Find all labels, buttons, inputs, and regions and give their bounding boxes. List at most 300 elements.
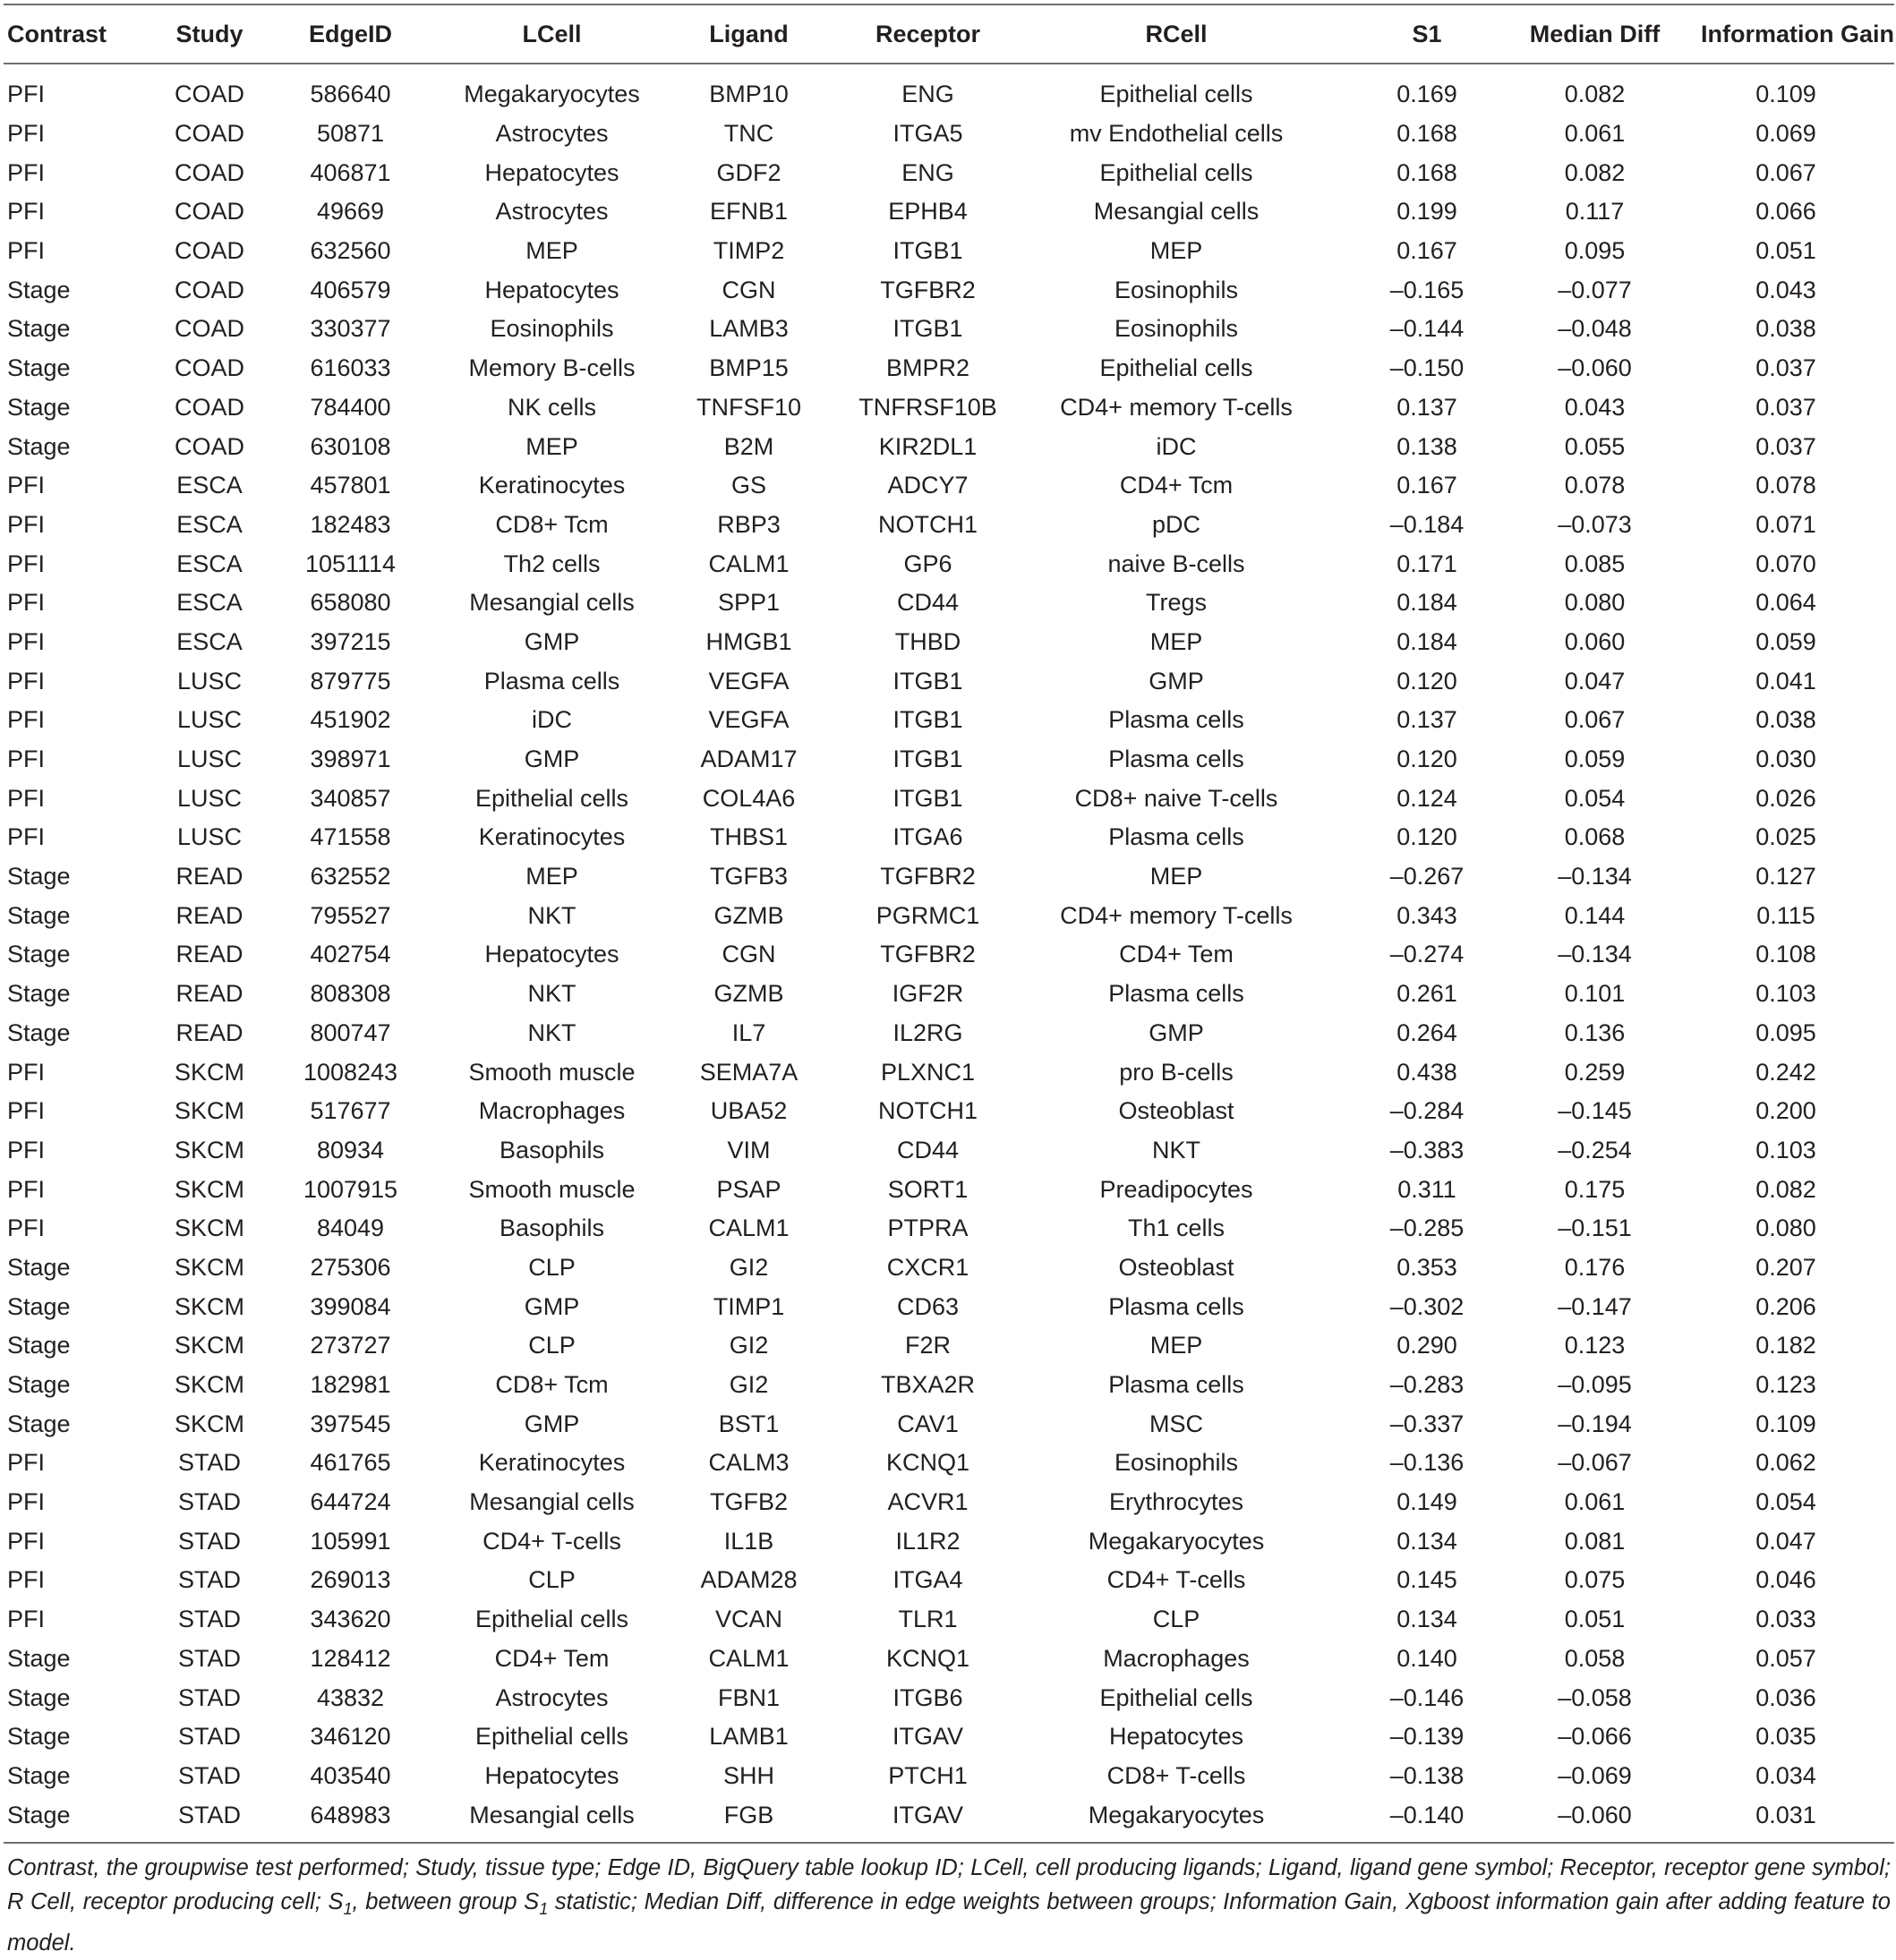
- cell-study: LUSC: [176, 746, 243, 773]
- cell-information-gain: 0.080: [1755, 1214, 1816, 1242]
- table-row: [4, 661, 1894, 701]
- cell-study: STAD: [177, 1566, 241, 1594]
- table-row: [4, 1600, 1894, 1640]
- cell-median-diff: –0.194: [1558, 1410, 1632, 1437]
- cell-s1: 0.199: [1396, 198, 1457, 226]
- cell-edgeid: 346120: [310, 1723, 391, 1751]
- cell-study: ESCA: [176, 589, 243, 617]
- cell-information-gain: 0.103: [1755, 1136, 1816, 1163]
- cell-lcell: CD4+ T-cells: [483, 1527, 621, 1555]
- cell-lcell: Smooth muscle: [468, 1175, 636, 1203]
- cell-contrast: Stage: [7, 941, 71, 968]
- cell-information-gain: 0.057: [1755, 1644, 1816, 1672]
- cell-ligand: GZMB: [713, 980, 784, 1008]
- cell-information-gain: 0.207: [1755, 1253, 1816, 1281]
- cell-information-gain: 0.095: [1755, 1018, 1816, 1046]
- cell-s1: –0.144: [1389, 315, 1465, 343]
- cell-lcell: NKT: [527, 980, 576, 1008]
- table-row: [4, 1640, 1894, 1679]
- cell-lcell: MEP: [525, 432, 578, 460]
- cell-study: STAD: [177, 1644, 241, 1672]
- cell-lcell: iDC: [532, 706, 572, 734]
- column-header-edgeid: EdgeID: [268, 4, 433, 64]
- cell-lcell: Epithelial cells: [474, 1606, 629, 1633]
- cell-edgeid: 586640: [310, 81, 391, 108]
- cell-rcell: Eosinophils: [1114, 315, 1239, 343]
- cell-rcell: Erythrocytes: [1108, 1488, 1244, 1516]
- cell-s1: 0.145: [1396, 1566, 1457, 1594]
- cell-lcell: Astrocytes: [495, 198, 609, 226]
- cell-rcell: Epithelial cells: [1099, 1683, 1253, 1711]
- cell-s1: 0.124: [1396, 784, 1457, 812]
- cell-lcell: GMP: [524, 1410, 580, 1437]
- cell-ligand: COL4A6: [702, 784, 796, 812]
- cell-s1: 0.149: [1396, 1488, 1457, 1516]
- cell-receptor: NOTCH1: [877, 510, 978, 538]
- cell-information-gain: 0.123: [1755, 1371, 1816, 1399]
- cell-information-gain: 0.070: [1755, 550, 1816, 577]
- cell-receptor: ITGB6: [892, 1683, 963, 1711]
- cell-edgeid: 269013: [310, 1566, 391, 1594]
- cell-information-gain: 0.026: [1755, 784, 1816, 812]
- cell-contrast: Stage: [7, 863, 71, 891]
- table-row: [4, 779, 1894, 818]
- cell-lcell: Hepatocytes: [484, 158, 619, 186]
- cell-receptor: ACVR1: [887, 1488, 969, 1516]
- cell-edgeid: 340857: [310, 784, 391, 812]
- table-row: [4, 153, 1894, 192]
- cell-edgeid: 406871: [310, 158, 391, 186]
- cell-information-gain: 0.200: [1755, 1097, 1816, 1125]
- cell-rcell: Megakaryocytes: [1088, 1527, 1265, 1555]
- cell-ligand: CALM1: [708, 550, 790, 577]
- cell-median-diff: 0.054: [1564, 784, 1626, 812]
- cell-information-gain: 0.037: [1755, 393, 1816, 421]
- cell-edgeid: 128412: [310, 1644, 391, 1672]
- footnote-text-1: Contrast, the groupwise test performed; Study, tissue type; Edge ID, BigQuery table lookup ID; LCell, cell producing ligands; Ligand, ligand gene symbol; Receptor, receptor gene symbol; R Cell, receptor producing cell; S: [7, 1854, 1891, 1914]
- cell-s1: 0.120: [1396, 746, 1457, 773]
- cell-study: SKCM: [174, 1058, 244, 1086]
- cell-receptor: EPHB4: [888, 198, 968, 226]
- cell-rcell: Epithelial cells: [1099, 158, 1253, 186]
- cell-receptor: TBXA2R: [880, 1371, 976, 1399]
- cell-contrast: Stage: [7, 1723, 71, 1751]
- cell-median-diff: 0.081: [1564, 1527, 1626, 1555]
- cell-ligand: BST1: [718, 1410, 780, 1437]
- cell-ligand: TIMP1: [713, 1292, 785, 1320]
- table-row: [4, 64, 1894, 115]
- cell-information-gain: 0.059: [1755, 627, 1816, 655]
- cell-median-diff: 0.059: [1564, 746, 1626, 773]
- cell-rcell: MEP: [1149, 1332, 1203, 1359]
- table-row: [4, 1444, 1894, 1483]
- cell-information-gain: 0.108: [1755, 941, 1816, 968]
- cell-contrast: PFI: [7, 158, 46, 186]
- cell-contrast: Stage: [7, 1371, 71, 1399]
- cell-study: COAD: [174, 315, 244, 343]
- cell-study: COAD: [174, 354, 244, 382]
- cell-s1: 0.167: [1396, 472, 1457, 499]
- cell-median-diff: 0.085: [1564, 550, 1626, 577]
- cell-contrast: PFI: [7, 823, 46, 851]
- cell-lcell: Mesangial cells: [469, 1488, 635, 1516]
- cell-contrast: PFI: [7, 706, 46, 734]
- cell-receptor: ITGAV: [892, 1723, 963, 1751]
- cell-information-gain: 0.069: [1755, 120, 1816, 148]
- cell-ligand: TGFB2: [709, 1488, 788, 1516]
- cell-rcell: mv Endothelial cells: [1069, 120, 1284, 148]
- cell-ligand: IL7: [731, 1018, 766, 1046]
- cell-ligand: IL1B: [723, 1527, 774, 1555]
- cell-rcell: MEP: [1149, 237, 1203, 265]
- column-header-rcell: RCell: [1029, 4, 1324, 64]
- cell-s1: 0.120: [1396, 823, 1457, 851]
- cell-information-gain: 0.082: [1755, 1175, 1816, 1203]
- cell-edgeid: 644724: [310, 1488, 391, 1516]
- cell-ligand: TIMP2: [713, 237, 785, 265]
- cell-study: LUSC: [176, 706, 243, 734]
- cell-median-diff: 0.136: [1564, 1018, 1626, 1046]
- cell-edgeid: 784400: [310, 393, 391, 421]
- cell-lcell: GMP: [524, 746, 580, 773]
- cell-contrast: Stage: [7, 1801, 71, 1828]
- cell-lcell: CD4+ Tem: [494, 1644, 610, 1672]
- cell-receptor: SORT1: [887, 1175, 969, 1203]
- cell-rcell: Plasma cells: [1108, 1292, 1244, 1320]
- cell-lcell: GMP: [524, 1292, 580, 1320]
- cell-median-diff: –0.060: [1558, 354, 1632, 382]
- cell-receptor: KCNQ1: [885, 1644, 970, 1672]
- cell-information-gain: 0.035: [1755, 1723, 1816, 1751]
- cell-study: ESCA: [176, 510, 243, 538]
- cell-s1: –0.284: [1389, 1097, 1465, 1125]
- cell-median-diff: –0.095: [1558, 1371, 1632, 1399]
- cell-ligand: BMP10: [709, 81, 789, 108]
- cell-edgeid: 84049: [316, 1214, 385, 1242]
- cell-receptor: ITGB1: [892, 706, 963, 734]
- cell-lcell: Basophils: [499, 1214, 605, 1242]
- cell-ligand: CGN: [722, 276, 776, 303]
- cell-median-diff: 0.080: [1564, 589, 1626, 617]
- cell-s1: –0.138: [1389, 1761, 1465, 1789]
- cell-s1: 0.140: [1396, 1644, 1457, 1672]
- cell-study: STAD: [177, 1527, 241, 1555]
- cell-lcell: CD8+ Tcm: [495, 1371, 609, 1399]
- cell-study: READ: [175, 1018, 243, 1046]
- cell-ligand: SPP1: [717, 589, 781, 617]
- cell-s1: 0.167: [1396, 237, 1457, 265]
- cell-contrast: PFI: [7, 1566, 46, 1594]
- cell-median-diff: –0.145: [1558, 1097, 1632, 1125]
- cell-edgeid: 658080: [310, 589, 391, 617]
- cell-contrast: Stage: [7, 1332, 71, 1359]
- cell-edgeid: 182981: [310, 1371, 391, 1399]
- cell-s1: 0.169: [1396, 81, 1457, 108]
- cell-study: STAD: [177, 1683, 241, 1711]
- cell-rcell: CD4+ T-cells: [1106, 1566, 1246, 1594]
- cell-contrast: Stage: [7, 393, 71, 421]
- cell-contrast: Stage: [7, 1292, 71, 1320]
- column-header-ligand: Ligand: [670, 4, 827, 64]
- cell-ligand: GS: [730, 472, 766, 499]
- cell-edgeid: 273727: [310, 1332, 391, 1359]
- cell-information-gain: 0.067: [1755, 158, 1816, 186]
- cell-study: SKCM: [174, 1332, 244, 1359]
- cell-rcell: GMP: [1149, 1018, 1204, 1046]
- cell-edgeid: 616033: [310, 354, 391, 382]
- table-header: [4, 4, 1894, 64]
- cell-contrast: PFI: [7, 510, 46, 538]
- cell-edgeid: 800747: [310, 1018, 391, 1046]
- cell-ligand: UBA52: [710, 1097, 788, 1125]
- table-row: [4, 1757, 1894, 1796]
- cell-median-diff: 0.060: [1564, 627, 1626, 655]
- table-row: [4, 1678, 1894, 1717]
- cell-receptor: GP6: [903, 550, 952, 577]
- cell-information-gain: 0.038: [1755, 315, 1816, 343]
- cell-s1: –0.184: [1389, 510, 1465, 538]
- cell-edgeid: 398971: [310, 746, 391, 773]
- cell-information-gain: 0.127: [1755, 863, 1816, 891]
- table-row: [4, 1366, 1894, 1405]
- cell-information-gain: 0.109: [1755, 1410, 1816, 1437]
- cell-receptor: TGFBR2: [880, 863, 976, 891]
- cell-lcell: NKT: [527, 901, 576, 929]
- cell-rcell: CD8+ naive T-cells: [1074, 784, 1278, 812]
- cell-rcell: Epithelial cells: [1099, 354, 1253, 382]
- cell-contrast: PFI: [7, 1136, 46, 1163]
- table-row: [4, 232, 1894, 271]
- cell-receptor: ITGB1: [892, 237, 963, 265]
- cell-median-diff: 0.095: [1564, 237, 1626, 265]
- cell-information-gain: 0.066: [1755, 198, 1816, 226]
- cell-lcell: Mesangial cells: [469, 589, 635, 617]
- cell-median-diff: 0.078: [1564, 472, 1626, 499]
- cell-receptor: IL2RG: [892, 1018, 963, 1046]
- cell-rcell: CD4+ Tcm: [1119, 472, 1234, 499]
- cell-edgeid: 471558: [310, 823, 391, 851]
- cell-study: READ: [175, 863, 243, 891]
- cell-rcell: CLP: [1152, 1606, 1200, 1633]
- cell-ligand: THBS1: [709, 823, 789, 851]
- column-header-receptor: Receptor: [827, 4, 1029, 64]
- cell-ligand: SHH: [722, 1761, 774, 1789]
- cell-median-diff: 0.055: [1564, 432, 1626, 460]
- cell-rcell: Epithelial cells: [1099, 81, 1253, 108]
- cell-lcell: CLP: [528, 1253, 576, 1281]
- cell-edgeid: 1051114: [304, 550, 397, 577]
- table-row: [4, 623, 1894, 662]
- cell-ligand: CGN: [722, 941, 776, 968]
- cell-lcell: Megakaryocytes: [464, 81, 640, 108]
- cell-study: SKCM: [174, 1292, 244, 1320]
- cell-study: ESCA: [176, 472, 243, 499]
- table-row: [4, 935, 1894, 975]
- cell-contrast: PFI: [7, 784, 46, 812]
- table-row: [4, 1052, 1894, 1092]
- cell-rcell: MSC: [1149, 1410, 1203, 1437]
- cell-information-gain: 0.025: [1755, 823, 1816, 851]
- footnote-text-2: , between group S: [352, 1888, 540, 1914]
- cell-rcell: MEP: [1149, 627, 1203, 655]
- table-row: [4, 1170, 1894, 1209]
- cell-rcell: CD8+ T-cells: [1106, 1761, 1246, 1789]
- cell-study: READ: [175, 980, 243, 1008]
- cell-median-diff: 0.047: [1564, 667, 1626, 695]
- cell-median-diff: 0.082: [1564, 158, 1626, 186]
- cell-s1: 0.138: [1396, 432, 1457, 460]
- cell-rcell: Osteoblast: [1118, 1097, 1234, 1125]
- cell-study: STAD: [177, 1761, 241, 1789]
- cell-median-diff: –0.066: [1558, 1723, 1632, 1751]
- cell-s1: –0.274: [1389, 941, 1465, 968]
- cell-lcell: Epithelial cells: [474, 784, 629, 812]
- cell-edgeid: 399084: [310, 1292, 391, 1320]
- cell-information-gain: 0.047: [1755, 1527, 1816, 1555]
- cell-rcell: Eosinophils: [1114, 1449, 1239, 1477]
- table-row: [4, 975, 1894, 1014]
- table-row: [4, 1795, 1894, 1843]
- cell-contrast: PFI: [7, 1214, 46, 1242]
- cell-edgeid: 648983: [310, 1801, 391, 1828]
- cell-median-diff: –0.060: [1558, 1801, 1632, 1828]
- cell-information-gain: 0.051: [1755, 237, 1816, 265]
- cell-ligand: BMP15: [709, 354, 789, 382]
- table-row: [4, 466, 1894, 506]
- cell-study: STAD: [177, 1449, 241, 1477]
- cell-ligand: CALM1: [708, 1214, 790, 1242]
- cell-s1: 0.171: [1396, 550, 1457, 577]
- cell-rcell: naive B-cells: [1107, 550, 1245, 577]
- cell-information-gain: 0.103: [1755, 980, 1816, 1008]
- table-row: [4, 818, 1894, 857]
- cell-median-diff: 0.259: [1564, 1058, 1626, 1086]
- table-row: [4, 1287, 1894, 1326]
- cell-receptor: PTPRA: [887, 1214, 969, 1242]
- cell-median-diff: 0.117: [1565, 198, 1625, 226]
- cell-median-diff: –0.069: [1558, 1761, 1632, 1789]
- cell-median-diff: 0.082: [1564, 81, 1626, 108]
- cell-ligand: GI2: [729, 1253, 769, 1281]
- cell-information-gain: 0.062: [1755, 1449, 1816, 1477]
- cell-ligand: CALM3: [708, 1449, 790, 1477]
- cell-median-diff: 0.058: [1564, 1644, 1626, 1672]
- cell-ligand: LAMB3: [709, 315, 789, 343]
- cell-edgeid: 879775: [310, 667, 391, 695]
- cell-receptor: PGRMC1: [875, 901, 980, 929]
- cell-receptor: ITGA5: [892, 120, 963, 148]
- cell-receptor: ENG: [901, 158, 954, 186]
- column-header-contrast: Contrast: [4, 4, 151, 64]
- footnote-text-3: statistic; Median Diff, difference in edge weights between groups; Information Gain, Xgboost information gain after adding feature to model.: [7, 1888, 1891, 1956]
- cell-rcell: CD4+ memory T-cells: [1060, 393, 1293, 421]
- cell-lcell: Mesangial cells: [469, 1801, 635, 1828]
- table-row: [4, 896, 1894, 935]
- cell-contrast: PFI: [7, 1488, 46, 1516]
- cell-edgeid: 80934: [316, 1136, 385, 1163]
- cell-ligand: CALM1: [708, 1644, 790, 1672]
- table-row: [4, 427, 1894, 466]
- table-row: [4, 740, 1894, 780]
- cell-s1: 0.290: [1396, 1332, 1457, 1359]
- cell-edgeid: 461765: [310, 1449, 391, 1477]
- cell-contrast: PFI: [7, 237, 46, 265]
- cell-rcell: pDC: [1151, 510, 1200, 538]
- cell-edgeid: 275306: [310, 1253, 391, 1281]
- cell-edgeid: 517677: [310, 1097, 391, 1125]
- cell-s1: 0.438: [1396, 1058, 1457, 1086]
- cell-lcell: Th2 cells: [503, 550, 601, 577]
- cell-study: SKCM: [174, 1410, 244, 1437]
- cell-edgeid: 182483: [310, 510, 391, 538]
- table-row: [4, 1521, 1894, 1561]
- cell-receptor: TNFRSF10B: [858, 393, 997, 421]
- cell-median-diff: –0.254: [1558, 1136, 1632, 1163]
- cell-edgeid: 795527: [310, 901, 391, 929]
- cell-lcell: Hepatocytes: [484, 941, 619, 968]
- cell-s1: –0.150: [1389, 354, 1465, 382]
- cell-edgeid: 406579: [310, 276, 391, 303]
- cell-s1: –0.140: [1389, 1801, 1465, 1828]
- cell-information-gain: 0.242: [1755, 1058, 1816, 1086]
- cell-contrast: PFI: [7, 1606, 46, 1633]
- cell-ligand: TNC: [723, 120, 774, 148]
- cell-contrast: PFI: [7, 120, 46, 148]
- cell-receptor: ITGB1: [892, 315, 963, 343]
- cell-contrast: PFI: [7, 1058, 46, 1086]
- cell-information-gain: 0.071: [1755, 510, 1816, 538]
- cell-median-diff: –0.151: [1558, 1214, 1632, 1242]
- cell-study: STAD: [177, 1723, 241, 1751]
- cell-median-diff: 0.068: [1564, 823, 1626, 851]
- cell-rcell: Eosinophils: [1114, 276, 1239, 303]
- cell-lcell: Macrophages: [478, 1097, 626, 1125]
- cell-edgeid: 451902: [310, 706, 391, 734]
- cell-contrast: PFI: [7, 627, 46, 655]
- cell-lcell: MEP: [525, 237, 578, 265]
- cell-study: SKCM: [174, 1253, 244, 1281]
- cell-information-gain: 0.038: [1755, 706, 1816, 734]
- cell-receptor: CAV1: [897, 1410, 959, 1437]
- cell-ligand: RBP3: [717, 510, 781, 538]
- cell-information-gain: 0.046: [1755, 1566, 1816, 1594]
- cell-s1: 0.264: [1396, 1018, 1457, 1046]
- cell-median-diff: –0.134: [1558, 941, 1632, 968]
- cell-contrast: Stage: [7, 1761, 71, 1789]
- cell-contrast: PFI: [7, 198, 46, 226]
- cell-rcell: Hepatocytes: [1108, 1723, 1244, 1751]
- table-row: [4, 584, 1894, 623]
- cell-contrast: PFI: [7, 589, 46, 617]
- cell-receptor: ITGB1: [892, 667, 963, 695]
- cell-study: COAD: [174, 81, 244, 108]
- cell-s1: 0.134: [1396, 1606, 1457, 1633]
- cell-study: SKCM: [174, 1214, 244, 1242]
- column-header-information-gain: Information Gain: [1678, 4, 1894, 64]
- table-row: [4, 1326, 1894, 1366]
- table-row: [4, 701, 1894, 740]
- cell-ligand: FGB: [723, 1801, 774, 1828]
- cell-median-diff: –0.058: [1558, 1683, 1632, 1711]
- cell-contrast: PFI: [7, 1449, 46, 1477]
- cell-lcell: Hepatocytes: [484, 1761, 619, 1789]
- cell-ligand: VEGFA: [708, 667, 790, 695]
- cell-study: SKCM: [174, 1097, 244, 1125]
- cell-information-gain: 0.041: [1755, 667, 1816, 695]
- cell-information-gain: 0.037: [1755, 354, 1816, 382]
- column-header-study: Study: [151, 4, 268, 64]
- cell-median-diff: 0.075: [1564, 1566, 1626, 1594]
